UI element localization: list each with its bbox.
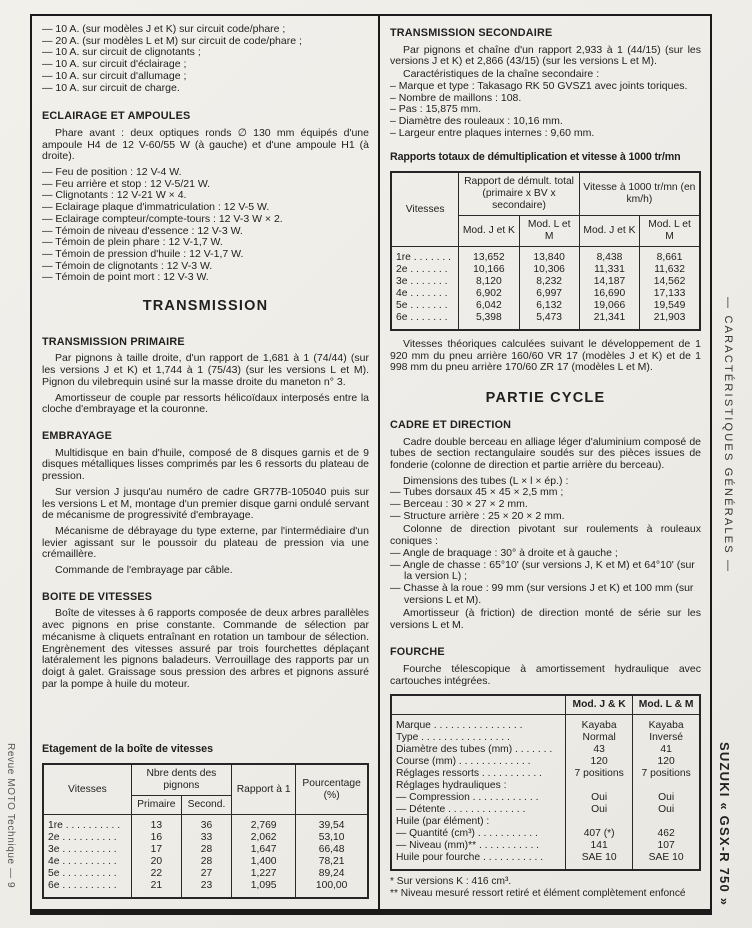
primary-teeth-cell: 22 <box>131 868 181 880</box>
gearbox-table <box>42 763 369 899</box>
ratios-table-header <box>391 172 700 247</box>
ratio-row <box>391 288 700 300</box>
col-header-primaire: Primaire <box>131 796 181 815</box>
heading-transmission: TRANSMISSION <box>142 298 269 315</box>
direction-spec-item: — Angle de chasse : 65°10' (sur versions J, K et M) et 64°10' (sur la version L) ; <box>390 558 695 583</box>
spec-label-cell: — Quantité (cm³) . . . . . . . . . . . <box>391 828 566 840</box>
left-column <box>32 16 380 909</box>
gear-row <box>43 856 368 868</box>
spec-label-cell: Huile pour fourche . . . . . . . . . . . <box>391 852 566 870</box>
ratio-row <box>391 264 700 276</box>
boite-paragraphs <box>42 608 369 694</box>
chain-caracteristiques-label: Caractéristiques de la chaîne secondaire : <box>403 68 600 81</box>
spec-label-cell: Huile (par élément) : <box>391 816 566 828</box>
spec-label-cell: — Détente . . . . . . . . . . . . . . <box>391 804 566 816</box>
ratio-cell: 1,227 <box>232 868 296 880</box>
primary-teeth-cell: 13 <box>131 815 181 833</box>
secondary-teeth-cell: 28 <box>181 856 231 868</box>
fourche-spec-row <box>391 732 700 744</box>
ratio-lm-cell: 5,473 <box>519 312 579 330</box>
footnote: * Sur versions K : 416 cm³. <box>390 875 512 887</box>
heading-boite-de-vitesses: BOITE DE VITESSES <box>42 590 153 603</box>
paragraph: Par pignons à taille droite, d'un rapport de 1,681 à 1 (74/44) (sur les versions J et K) et 1,744 à 1 (75/43) (sur les versions L et M). Pignon du vilebrequin usiné sur la masse droite du maneton n° 3. <box>42 352 369 388</box>
speed-jk-cell: 21,341 <box>579 312 639 330</box>
footnote: ** Niveau mesuré ressort retiré et élément complètement enfoncé <box>390 888 686 900</box>
fourche-spec-row <box>391 804 700 816</box>
spec-label-cell: Marque . . . . . . . . . . . . . . . . <box>391 714 566 732</box>
gear-label-cell: 6e . . . . . . . <box>391 312 459 330</box>
speed-lm-cell: 11,632 <box>640 264 700 276</box>
paragraph: Boîte de vitesses à 6 rapports composée de deux arbres parallèles avec pignons en prise constante. Commande de sélection par mécanisme à cliquets entraînant en rotation un tambour de sélection. Engrènement des vitesses assuré par trois fourchettes déplaçant latéralement les pignons baladeurs. Verrouillage des rapports par un doigt à galet. Graissage sous pression des arbres et pignons assuré par la pompe à huile du moteur. <box>42 607 369 690</box>
chain-spec-list <box>390 81 701 140</box>
secondary-teeth-cell: 27 <box>181 868 231 880</box>
gear-label-cell: 4e . . . . . . . <box>391 288 459 300</box>
col-header-mod-lm: Mod. L et M <box>640 216 700 247</box>
fourche-spec-row <box>391 828 700 840</box>
ratio-cell: 1,400 <box>232 856 296 868</box>
right-margin-model-title: SUZUKI « GSX-R 750 » <box>717 742 732 907</box>
left-margin-magazine-title: Revue MOTO Technique — 9 <box>5 743 16 889</box>
bulb-item: — Témoin de plein phare : 12 V-1,7 W. <box>42 236 223 249</box>
chain-spec-item: – Marque et type : Takasago RK 50 GVSZ1 avec joints toriques. <box>390 79 688 92</box>
value-jk-cell: Kayaba <box>566 714 633 732</box>
value-lm-cell: Oui <box>633 804 700 816</box>
tube-dimension-item: — Tubes dorsaux 45 × 45 × 2,5 mm ; <box>390 486 564 499</box>
percentage-cell: 100,00 <box>296 880 368 898</box>
speed-jk-cell: 16,690 <box>579 288 639 300</box>
ratio-jk-cell: 13,652 <box>459 247 519 265</box>
spec-label-cell: Réglages hydrauliques : <box>391 780 566 792</box>
fourche-spec-row <box>391 792 700 804</box>
bulb-item: — Témoin de niveau d'essence : 12 V-3 W. <box>42 224 243 237</box>
heading-transmission-primaire: TRANSMISSION PRIMAIRE <box>42 335 185 348</box>
cadre-intro: Cadre double berceau en alliage léger d'aluminium composé de tubes de section rectangulaire soudés sur des pièces issues de fonderie (colonne de direction et partie arrière du berceau). <box>390 435 701 471</box>
value-lm-cell: 7 positions <box>633 768 700 780</box>
bulb-item: — Témoin de clignotants : 12 V-3 W. <box>42 259 213 272</box>
chain-spec-item: – Nombre de maillons : 108. <box>390 91 522 104</box>
ratio-cell: 2,062 <box>232 832 296 844</box>
right-column <box>380 16 710 909</box>
primary-teeth-cell: 21 <box>131 880 181 898</box>
bulb-item: — Eclairage plaque d'immatriculation : 12 V-5 W. <box>42 201 270 214</box>
gear-label-cell: 5e . . . . . . . . . . <box>43 868 131 880</box>
primary-teeth-cell: 17 <box>131 844 181 856</box>
fourche-block <box>390 641 701 901</box>
paragraph: Commande de l'embrayage par câble. <box>55 564 233 577</box>
amortisseur-direction-para: Amortisseur (à friction) de direction monté de série sur les versions L et M. <box>390 607 701 632</box>
bulb-item: — Feu arrière et stop : 12 V-5/21 W. <box>42 177 211 190</box>
value-jk-cell: Oui <box>566 792 633 804</box>
direction-spec-item: — Angle de braquage : 30° à droite et à gauche ; <box>390 546 618 559</box>
speed-jk-cell: 19,066 <box>579 300 639 312</box>
paragraph: Multidisque en bain d'huile, composé de 8 disques garnis et de 9 disques métalliques lisses comprimés par les 6 ressorts du plateau de pression. <box>42 446 369 483</box>
gearbox-table-block <box>42 733 369 901</box>
percentage-cell: 78,21 <box>296 856 368 868</box>
value-lm-cell: Kayaba <box>633 714 700 732</box>
fuse-item: — 10 A. (sur modèles J et K) sur circuit code/phare ; <box>42 23 286 35</box>
value-jk-cell: Normal <box>566 732 633 744</box>
bulb-list <box>42 167 369 284</box>
value-lm-cell <box>633 816 700 828</box>
value-jk-cell: 407 (*) <box>566 828 633 840</box>
speed-lm-cell: 14,562 <box>640 276 700 288</box>
fourche-table-header <box>391 695 700 715</box>
ratio-jk-cell: 10,166 <box>459 264 519 276</box>
col-header-mod-lm: Mod. L & M <box>633 695 700 715</box>
ratio-lm-cell: 6,132 <box>519 300 579 312</box>
colonne-direction-para: Colonne de direction pivotant sur roulements à rouleaux coniques : <box>390 523 701 548</box>
bulb-item: — Feu de position : 12 V-4 W. <box>42 166 182 179</box>
page-frame <box>30 14 712 915</box>
heading-cadre-et-direction: CADRE ET DIRECTION <box>390 418 512 431</box>
value-jk-cell <box>566 780 633 792</box>
col-header-nbre-dents: Nbre dents des pignons <box>131 764 231 796</box>
gear-row <box>43 868 368 880</box>
col-header-rapport: Rapport à 1 <box>232 764 296 815</box>
ratio-row <box>391 300 700 312</box>
speed-jk-cell: 8,438 <box>579 247 639 265</box>
spec-label-cell: Course (mm) . . . . . . . . . . . . . <box>391 756 566 768</box>
fourche-spec-row <box>391 852 700 870</box>
embrayage-paragraphs <box>42 448 369 581</box>
fourche-table <box>390 694 701 871</box>
heading-fourche: FOURCHE <box>390 646 445 659</box>
spec-label-cell: Diamètre des tubes (mm) . . . . . . . <box>391 744 566 756</box>
ratio-row <box>391 276 700 288</box>
gear-label-cell: 2e . . . . . . . <box>391 264 459 276</box>
value-lm-cell: Oui <box>633 792 700 804</box>
col-header-mod-jk: Mod. J et K <box>459 216 519 247</box>
ratio-row <box>391 247 700 265</box>
value-lm-cell <box>633 780 700 792</box>
empty-corner-cell <box>391 695 566 715</box>
right-margin-chapter-title: — CARACTÉRISTIQUES GÉNÉRALES — <box>722 297 734 574</box>
speed-lm-cell: 8,661 <box>640 247 700 265</box>
percentage-cell: 39,54 <box>296 815 368 833</box>
fourche-spec-row <box>391 780 700 792</box>
col-header-mod-jk: Mod. J et K <box>579 216 639 247</box>
ratio-cell: 2,769 <box>232 815 296 833</box>
percentage-cell: 66,48 <box>296 844 368 856</box>
value-lm-cell: SAE 10 <box>633 852 700 870</box>
gear-label-cell: 4e . . . . . . . . . . <box>43 856 131 868</box>
paragraph: Amortisseur de couple par ressorts hélicoïdaux interposés entre la cloche d'embrayage et la couronne. <box>42 391 369 416</box>
secondary-teeth-cell: 33 <box>181 832 231 844</box>
direction-spec-list <box>390 548 701 607</box>
transmission-primaire-paragraphs <box>42 353 369 420</box>
gear-label-cell: 6e . . . . . . . . . . <box>43 880 131 898</box>
ratio-row <box>391 312 700 330</box>
speed-lm-cell: 21,903 <box>640 312 700 330</box>
theoretical-speeds-note: Vitesses théoriques calculées suivant le développement de 1 920 mm du pneu arrière 160/60 VR 17 (modèles J et K) et de 1 998 mm du pneu arrière 170/60 ZR 17 (modèles L et M). <box>390 338 701 374</box>
ratio-jk-cell: 8,120 <box>459 276 519 288</box>
value-lm-cell: 107 <box>633 840 700 852</box>
ratios-table-body <box>391 247 700 331</box>
col-header-rapport-demult: Rapport de démult. total (primaire x BV x secondaire) <box>459 172 580 216</box>
fourche-spec-row <box>391 714 700 732</box>
secondary-teeth-cell: 28 <box>181 844 231 856</box>
ratio-lm-cell: 6,997 <box>519 288 579 300</box>
gear-label-cell: 1re . . . . . . . <box>391 247 459 265</box>
fourche-spec-row <box>391 768 700 780</box>
value-jk-cell: 43 <box>566 744 633 756</box>
speed-lm-cell: 17,133 <box>640 288 700 300</box>
value-jk-cell: 7 positions <box>566 768 633 780</box>
fourche-table-body <box>391 714 700 870</box>
fuse-item: — 10 A. sur circuit d'allumage ; <box>42 69 187 82</box>
value-jk-cell: 120 <box>566 756 633 768</box>
fuse-item: — 20 A. (sur modèles L et M) sur circuit de code/phare ; <box>42 34 302 47</box>
col-header-vitesses: Vitesses <box>391 172 459 247</box>
secondaire-intro: Par pignons et chaîne d'un rapport 2,933 à 1 (44/15) (sur les versions J et K) et 2,866 (43/15) (sur les versions L et M). <box>390 43 701 68</box>
gear-label-cell: 2e . . . . . . . . . . <box>43 832 131 844</box>
fourche-footnotes <box>390 876 701 900</box>
ratio-jk-cell: 6,042 <box>459 300 519 312</box>
fuse-list <box>42 24 369 94</box>
ratio-lm-cell: 10,306 <box>519 264 579 276</box>
fourche-spec-row <box>391 816 700 828</box>
gear-row <box>43 832 368 844</box>
heading-transmission-secondaire: TRANSMISSION SECONDAIRE <box>390 27 553 39</box>
fuse-item: — 10 A. sur circuit de charge. <box>42 81 180 94</box>
gear-label-cell: 1re . . . . . . . . . . <box>43 815 131 833</box>
percentage-cell: 53,10 <box>296 832 368 844</box>
dimensions-tubes-label: Dimensions des tubes (L × l × ép.) : <box>403 474 569 487</box>
value-jk-cell <box>566 816 633 828</box>
heading-partie-cycle: PARTIE CYCLE <box>485 390 606 407</box>
col-header-pourcentage: Pourcentage (%) <box>296 764 368 815</box>
fuse-item: — 10 A. sur circuit de clignotants ; <box>42 46 201 59</box>
col-header-second: Second. <box>181 796 231 815</box>
value-jk-cell: Oui <box>566 804 633 816</box>
ratio-cell: 1,647 <box>232 844 296 856</box>
fourche-intro: Fourche télescopique à amortissement hydraulique avec cartouches intégrées. <box>390 663 701 687</box>
gearbox-table-body <box>43 815 368 899</box>
bulb-item: — Témoin de point mort : 12 V-3 W. <box>42 271 209 284</box>
secondary-teeth-cell: 36 <box>181 815 231 833</box>
spec-label-cell: Type . . . . . . . . . . . . . . . . <box>391 732 566 744</box>
fourche-spec-row <box>391 756 700 768</box>
ratio-cell: 1,095 <box>232 880 296 898</box>
direction-spec-item: — Chasse à la roue : 99 mm (sur versions J et K) et 100 mm (sur versions L et M). <box>390 581 694 606</box>
col-header-vitesses: Vitesses <box>43 764 131 815</box>
gear-row <box>43 880 368 898</box>
bulb-item: — Clignotants : 12 V-21 W × 4. <box>42 189 187 202</box>
tube-dimensions-list <box>390 487 701 522</box>
bulb-item: — Eclairage compteur/compte-tours : 12 V-3 W × 2. <box>42 212 283 225</box>
speed-jk-cell: 11,331 <box>579 264 639 276</box>
gear-label-cell: 3e . . . . . . . <box>391 276 459 288</box>
percentage-cell: 89,24 <box>296 868 368 880</box>
gear-row <box>43 815 368 833</box>
secondary-teeth-cell: 23 <box>181 880 231 898</box>
fourche-spec-row <box>391 840 700 852</box>
col-header-mod-jk: Mod. J & K <box>566 695 633 715</box>
chain-spec-item: – Largeur entre plaques internes : 9,60 mm. <box>390 126 595 139</box>
fuse-item: — 10 A. sur circuit d'éclairage ; <box>42 58 187 71</box>
gear-label-cell: 5e . . . . . . . <box>391 300 459 312</box>
bulb-item: — Témoin de pression d'huile : 12 V-1,7 W. <box>42 247 244 260</box>
paragraph: Sur version J jusqu'au numéro de cadre GR77B-105040 puis sur les versions L et M, montage d'un premier disque garni ondulé servant de mécanisme de progressivité d'embrayage. <box>42 485 369 522</box>
speed-jk-cell: 14,187 <box>579 276 639 288</box>
heading-embrayage: EMBRAYAGE <box>42 429 113 442</box>
chain-spec-item: – Diamètre des rouleaux : 10,16 mm. <box>390 114 563 127</box>
paragraph: Mécanisme de débrayage du type externe, par l'intermédiaire d'un levier agissant sur le poussoir du plateau de pression via une crémaillère. <box>42 524 369 561</box>
spec-label-cell: Réglages ressorts . . . . . . . . . . . <box>391 768 566 780</box>
eclairage-intro: Phare avant : deux optiques ronds ∅ 130 mm équipés d'une ampoule H4 de 12 V-60/55 W (à gauche) et d'une ampoule H1 (à droite). <box>42 126 369 163</box>
value-lm-cell: Inversé <box>633 732 700 744</box>
gear-label-cell: 3e . . . . . . . . . . <box>43 844 131 856</box>
primary-teeth-cell: 16 <box>131 832 181 844</box>
gear-row <box>43 844 368 856</box>
col-header-mod-lm: Mod. L et M <box>519 216 579 247</box>
tube-dimension-item: — Berceau : 30 × 27 × 2 mm. <box>390 498 528 511</box>
ratio-jk-cell: 6,902 <box>459 288 519 300</box>
ratio-jk-cell: 5,398 <box>459 312 519 330</box>
primary-teeth-cell: 20 <box>131 856 181 868</box>
chain-spec-item: – Pas : 15,875 mm. <box>390 103 482 116</box>
value-lm-cell: 41 <box>633 744 700 756</box>
ratio-lm-cell: 13,840 <box>519 247 579 265</box>
gearbox-table-title: Etagement de la boîte de vitesses <box>42 743 214 756</box>
value-lm-cell: 120 <box>633 756 700 768</box>
gearbox-table-header <box>43 764 368 815</box>
spec-label-cell: — Compression . . . . . . . . . . . . <box>391 792 566 804</box>
ratios-table-title: Rapports totaux de démultiplication et vitesse à 1000 tr/mn <box>390 151 681 164</box>
value-jk-cell: SAE 10 <box>566 852 633 870</box>
ratio-lm-cell: 8,232 <box>519 276 579 288</box>
speed-lm-cell: 19,549 <box>640 300 700 312</box>
col-header-vitesse-1000: Vitesse à 1000 tr/mn (en km/h) <box>579 172 700 216</box>
fourche-spec-row <box>391 744 700 756</box>
heading-eclairage-et-ampoules: ECLAIRAGE ET AMPOULES <box>42 110 191 123</box>
value-jk-cell: 141 <box>566 840 633 852</box>
ratios-table <box>390 171 701 331</box>
tube-dimension-item: — Structure arrière : 25 × 20 × 2 mm. <box>390 509 565 522</box>
spec-label-cell: — Niveau (mm)** . . . . . . . . . . . <box>391 840 566 852</box>
value-lm-cell: 462 <box>633 828 700 840</box>
